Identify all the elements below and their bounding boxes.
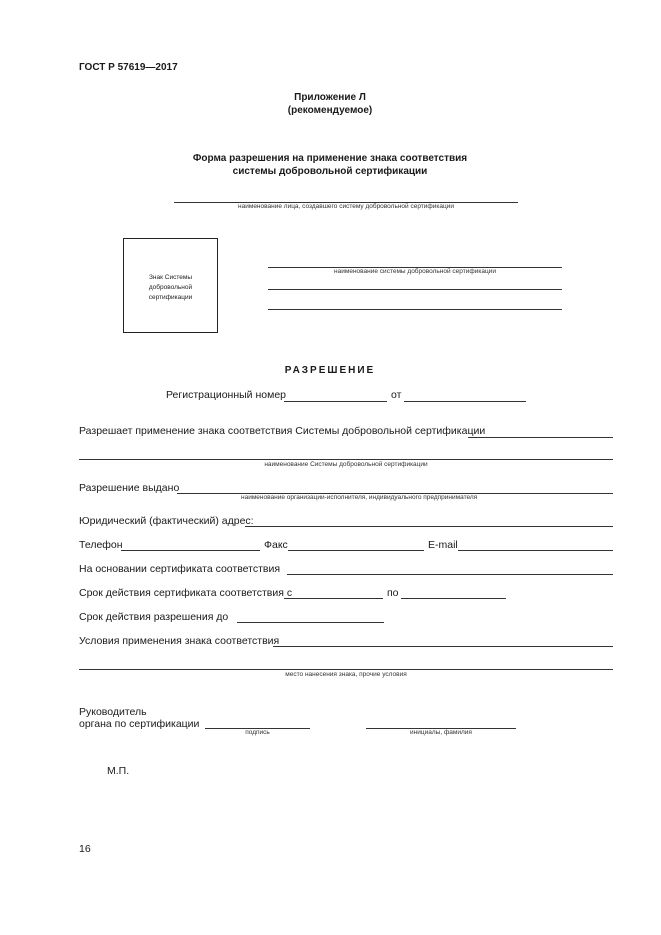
creator-caption: наименование лица, создавшего систему добровольной сертификации — [238, 203, 454, 210]
phone-label: Телефон — [79, 539, 123, 551]
basis-label: На основании сертификата соответствия — [79, 563, 281, 575]
reg-number-label: Регистрационный номер — [166, 389, 286, 401]
issued-to-label: Разрешение выдано — [79, 482, 180, 494]
address-label: Юридический (фактический) адрес: — [79, 515, 254, 527]
address-field[interactable] — [245, 526, 613, 527]
conditions-caption: место нанесения знака, прочие условия — [285, 671, 407, 678]
fax-field[interactable] — [288, 550, 424, 551]
cert-validity-to-label: по — [387, 587, 399, 599]
permit-validity-label: Срок действия разрешения до — [79, 611, 229, 623]
system-name-caption: наименование системы добровольной сертификации — [334, 268, 496, 275]
issued-to-caption: наименование организации-исполнителя, индивидуального предпринимателя — [241, 494, 478, 501]
fax-label: Факс — [264, 539, 288, 551]
appendix-status: (рекомендуемое) — [287, 105, 373, 116]
system-name-field[interactable] — [79, 459, 613, 460]
form-title-line1: Форма разрешения на применение знака соответствия — [192, 153, 468, 164]
email-label: E-mail — [428, 539, 458, 551]
email-field[interactable] — [458, 550, 613, 551]
reg-date-label: от — [391, 389, 402, 401]
sign-box-line2: добровольной — [148, 284, 193, 291]
document-code: ГОСТ Р 57619—2017 — [79, 62, 178, 73]
reg-number-field[interactable] — [284, 401, 387, 402]
certification-sign-box — [123, 238, 218, 333]
sign-box-line3: сертификации — [148, 294, 193, 301]
sign-box-line1: Знак Системы — [148, 274, 192, 281]
name-caption: инициалы, фамилия — [410, 729, 472, 736]
permit-heading: РАЗРЕШЕНИЕ — [284, 365, 376, 376]
permits-use-caption: наименование Системы добровольной сертификации — [264, 461, 428, 468]
permits-use-field[interactable] — [468, 437, 613, 438]
stamp-label: М.П. — [107, 765, 130, 777]
conditions-label: Условия применения знака соответствия — [79, 635, 280, 647]
conditions-field[interactable] — [273, 646, 613, 647]
cert-validity-from-field[interactable] — [284, 598, 383, 599]
cert-validity-label: Срок действия сертификата соответствия с — [79, 587, 293, 599]
form-title-line2: системы добровольной сертификации — [232, 166, 428, 177]
reg-date-field[interactable] — [404, 401, 526, 402]
conditions-field-2[interactable] — [79, 669, 613, 670]
page-number: 16 — [79, 843, 91, 855]
signature-caption: подпись — [245, 729, 270, 736]
cert-validity-to-field[interactable] — [401, 598, 506, 599]
basis-field[interactable] — [287, 574, 613, 575]
permits-use-label: Разрешает применение знака соответствия Системы добровольной сертификации — [79, 425, 486, 437]
phone-field[interactable] — [121, 550, 260, 551]
appendix-title: Приложение Л — [294, 92, 366, 103]
system-name-line-2 — [268, 289, 562, 290]
system-name-line-3 — [268, 309, 562, 310]
permit-validity-field[interactable] — [237, 622, 384, 623]
head-label-line2: органа по сертификации — [79, 718, 200, 730]
head-label-line1: Руководитель — [79, 706, 147, 718]
